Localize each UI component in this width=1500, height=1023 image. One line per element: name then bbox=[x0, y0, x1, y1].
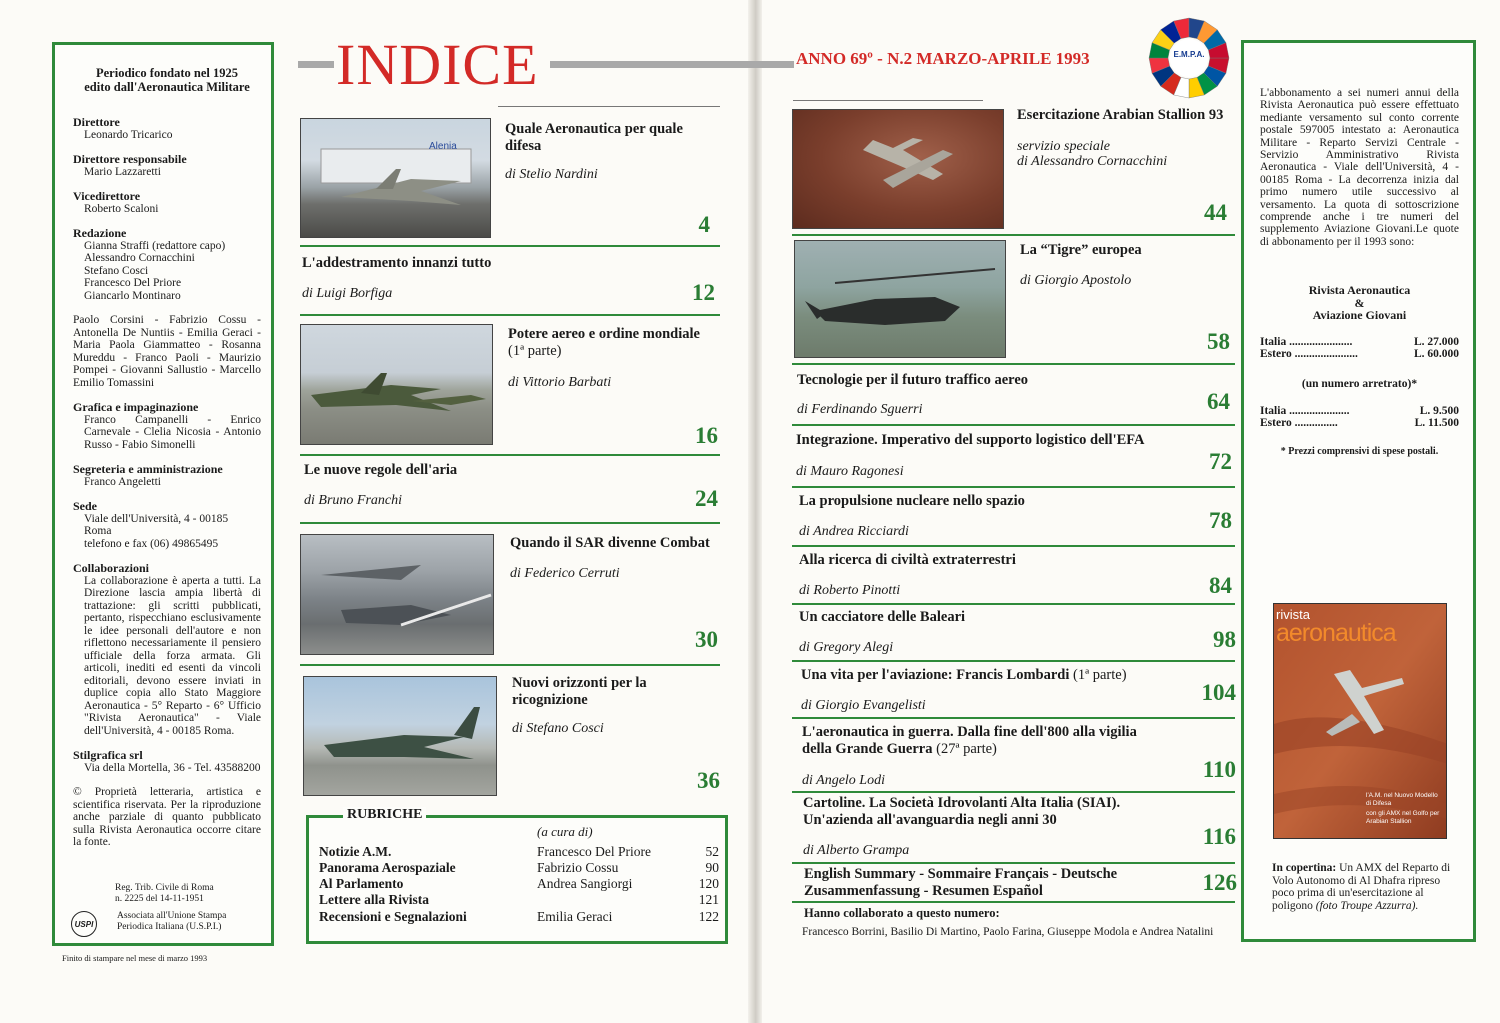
empa-logo-text: E.M.P.A. bbox=[1173, 50, 1205, 59]
cover-brand-line2: aeronautica bbox=[1276, 619, 1396, 647]
article-photo-arabian-stallion bbox=[792, 109, 1004, 229]
article-subtitle: servizio speciale bbox=[1017, 139, 1110, 154]
arretrato-price-list bbox=[1260, 405, 1459, 430]
article-page[interactable]: 126 bbox=[1202, 870, 1237, 895]
rubrica-page: 121 bbox=[698, 892, 719, 907]
article-author: di Stelio Nardini bbox=[505, 167, 598, 182]
separator-line bbox=[792, 234, 1235, 236]
article-author: di Bruno Franchi bbox=[304, 493, 402, 508]
registration-line: Reg. Trib. Civile di Roma bbox=[115, 883, 214, 893]
price-row bbox=[1260, 348, 1459, 360]
grafica-block bbox=[73, 401, 261, 451]
article-title-line: English Summary - Sommaire Français - Deutsche bbox=[804, 866, 1118, 882]
rubrica-name: Notizie A.M. bbox=[319, 844, 392, 859]
collaborators-title: Hanno collaborato a questo numero: bbox=[804, 906, 1000, 920]
article-title[interactable]: La propulsione nucleare nello spazio bbox=[799, 493, 1025, 509]
uspi-logo-text: USPI bbox=[74, 919, 94, 929]
article-photo-eurofighter bbox=[300, 118, 491, 238]
article-page[interactable]: 44 bbox=[1204, 200, 1227, 225]
article-page[interactable]: 16 bbox=[695, 423, 718, 448]
caption-credit: (foto Troupe Azzurra). bbox=[1315, 899, 1419, 912]
cover-notes bbox=[1366, 792, 1444, 825]
redazione-name: Francesco Del Priore bbox=[84, 277, 182, 289]
article-author: di Federico Cerruti bbox=[510, 566, 620, 581]
article-page[interactable]: 72 bbox=[1209, 449, 1232, 474]
article-title-line: L'aeronautica in guerra. Dalla fine dell'800 alla vigilia bbox=[802, 724, 1137, 740]
rubriche-title: RUBRICHE bbox=[343, 807, 426, 823]
direttore-block bbox=[73, 116, 261, 141]
article-part: (1ª parte) bbox=[1073, 667, 1127, 683]
sede-block bbox=[73, 500, 261, 550]
jet-icon bbox=[301, 119, 491, 238]
article-title[interactable]: Alla ricerca di civiltà extraterrestri bbox=[799, 552, 1016, 568]
price-label: Estero ............... bbox=[1260, 417, 1338, 430]
header-bar-right bbox=[550, 61, 794, 68]
copyright-text: © Proprietà letteraria, artistica e scientifica riservata. Per la riproduzione anche parziale di quanto pubblicato sulla Rivista Aeronautica occorre citare la fonte. bbox=[73, 786, 261, 848]
cover-caption bbox=[1272, 862, 1458, 912]
rubrica-name: Lettere alla Rivista bbox=[319, 892, 429, 907]
segreteria-block bbox=[73, 463, 261, 488]
article-title[interactable]: Esercitazione Arabian Stallion 93 bbox=[1017, 107, 1224, 123]
sede-label: Sede bbox=[73, 499, 97, 513]
grafica-names: Franco Campanelli - Enrico Carnevale - Clelia Nicosia - Antonio Russo - Fabio Simonelli bbox=[84, 413, 261, 451]
rubrica-page: 52 bbox=[705, 844, 719, 859]
rubrica-curator: Fabrizio Cossu bbox=[537, 860, 619, 875]
rubriche-box bbox=[306, 807, 728, 944]
separator-line bbox=[300, 314, 720, 316]
collaborazioni-block bbox=[73, 562, 261, 737]
article-page[interactable]: 12 bbox=[692, 280, 715, 305]
article-title[interactable] bbox=[804, 866, 1194, 900]
article-page[interactable]: 64 bbox=[1207, 389, 1230, 414]
registration-line: n. 2225 del 14-11-1951 bbox=[115, 894, 204, 904]
printed-note: Finito di stampare nel mese di marzo 1993 bbox=[62, 953, 208, 963]
article-author: di Vittorio Barbati bbox=[508, 375, 612, 390]
article-page[interactable]: 84 bbox=[1209, 573, 1232, 598]
price-row bbox=[1260, 405, 1459, 417]
responsabile-name: Mario Lazzaretti bbox=[84, 165, 161, 178]
separator-line bbox=[300, 522, 720, 524]
article-title[interactable] bbox=[802, 724, 1192, 758]
cover-note: l'A.M. nel Nuovo Modello di Difesa bbox=[1366, 792, 1438, 807]
segreteria-name: Franco Angeletti bbox=[84, 475, 161, 488]
article-author: di Ferdinando Sguerri bbox=[797, 402, 923, 417]
vicedirettore-label: Vicedirettore bbox=[73, 189, 141, 203]
cover-note: con gli AMX nel Golfo per Arabian Stallion bbox=[1366, 810, 1440, 825]
price-value: L. 60.000 bbox=[1413, 347, 1459, 360]
rubrica-curator: Francesco Del Priore bbox=[537, 844, 651, 859]
uspi-logo bbox=[71, 911, 97, 937]
separator-line bbox=[792, 545, 1235, 547]
rubrica-page: 90 bbox=[705, 860, 719, 875]
price-value: L. 9.500 bbox=[1419, 404, 1459, 417]
article-author: di Mauro Ragonesi bbox=[796, 464, 904, 479]
price-list bbox=[1260, 336, 1459, 361]
uspi-block bbox=[71, 911, 226, 937]
caption-text: Un AMX del Reparto di Volo Autonomo di Al Dhafra ripreso poco prima di un'esercitazione al poligono bbox=[1272, 862, 1451, 912]
article-title[interactable]: Nuovi orizzonti per la ricognizione bbox=[512, 675, 647, 708]
price-note: * Prezzi comprensivi di spese postali. bbox=[1280, 445, 1439, 457]
price-label: Italia ...................... bbox=[1260, 335, 1353, 348]
separator-line bbox=[498, 106, 720, 107]
direttore-name: Leonardo Tricarico bbox=[84, 128, 173, 141]
article-title-text: Una vita per l'aviazione: Francis Lombardi bbox=[801, 667, 1070, 683]
rubrica-page: 122 bbox=[698, 909, 719, 924]
article-photo-fighters bbox=[300, 324, 493, 445]
article-title[interactable]: L'addestramento innanzi tutto bbox=[302, 255, 492, 271]
vicedirettore-block bbox=[73, 190, 261, 215]
cover-thumbnail[interactable] bbox=[1273, 603, 1447, 839]
printer-label: Stilgrafica srl bbox=[73, 748, 143, 762]
direttore-label: Direttore bbox=[73, 115, 120, 129]
rubrica-curator: Emilia Geraci bbox=[537, 909, 613, 924]
collaborazioni-text: La collaborazione è aperta a tutti. La Direzione lascia ampia libertà di trattazione: gli scritti pubblicati, pertanto, rispecchiano esclusivamente le idee personali dell'autore e non riflettono necessariamente il pensiero ufficiale della forza armata. Gli articoli, inediti ed esenti da vincoli editoriali, devono essere inviati in duplice copia allo Stato Maggiore Aeronautica - 5° Reparto - 6° Ufficio "Rivista Aeronautica" - Viale dell'Università, 4 - 00185 Roma. bbox=[84, 574, 261, 737]
article-title[interactable]: Tecnologie per il futuro traffico aereo bbox=[797, 372, 1029, 388]
price-label: Estero ...................... bbox=[1260, 347, 1358, 360]
redazione-name: Alessandro Cornacchini bbox=[84, 252, 195, 264]
redazione-name: Gianna Straffi (redattore capo) bbox=[84, 239, 226, 252]
article-part: (1ª parte) bbox=[508, 343, 562, 359]
article-photo-sar bbox=[300, 534, 494, 655]
jet-icon bbox=[301, 325, 493, 445]
separator-line bbox=[792, 660, 1235, 662]
separator-line bbox=[792, 486, 1235, 488]
registration bbox=[115, 883, 255, 905]
jet-icon bbox=[793, 110, 1004, 229]
rubriche-cura: (a cura di) bbox=[537, 824, 593, 839]
article-title-line bbox=[802, 741, 1192, 758]
article-title[interactable]: Quando il SAR divenne Combat bbox=[510, 535, 710, 551]
article-title-line2: della Grande Guerra bbox=[802, 741, 933, 757]
article-author: di Giorgio Apostolo bbox=[1020, 273, 1132, 288]
caption-label: In copertina: bbox=[1272, 862, 1337, 874]
article-title[interactable]: Le nuove regole dell'aria bbox=[304, 462, 458, 478]
article-page[interactable]: 58 bbox=[1207, 329, 1230, 354]
cover-brand bbox=[1276, 608, 1396, 645]
separator-line bbox=[792, 603, 1235, 605]
uspi-line: Periodica Italiana (U.S.P.I.) bbox=[117, 922, 222, 932]
subscription-product-line: Aviazione Giovani bbox=[1312, 308, 1407, 323]
header-bar-left bbox=[298, 61, 334, 68]
article-page[interactable]: 104 bbox=[1201, 680, 1236, 705]
rubrica-name: Panorama Aerospaziale bbox=[319, 860, 456, 875]
article-title[interactable]: Un cacciatore delle Baleari bbox=[799, 609, 966, 625]
separator-line bbox=[792, 901, 1235, 903]
separator-line bbox=[792, 363, 1235, 365]
redazione-name: Giancarlo Montinaro bbox=[84, 289, 181, 302]
separator-line bbox=[792, 862, 1235, 864]
redazione-label: Redazione bbox=[73, 226, 127, 240]
separator-line bbox=[792, 791, 1235, 793]
rubrica-curator: Andrea Sangiorgi bbox=[537, 876, 633, 891]
masthead-heading-line1: Periodico fondato nel 1925 bbox=[95, 66, 238, 80]
printer-text: Via della Mortella, 36 - Tel. 43588200 bbox=[84, 761, 261, 774]
article-author: di Gregory Alegi bbox=[799, 640, 894, 655]
contributors-list: Paolo Corsini - Fabrizio Cossu - Antonella De Nuntiis - Emilia Geraci - Maria Paola Giammatteo - Rosanna Mureddu - Franco Paoli - Maurizio Pompei - Giovanni Sallustio - Marcello Emilio Tomassini bbox=[73, 314, 261, 389]
separator-line bbox=[300, 245, 720, 247]
uspi-text bbox=[103, 911, 226, 933]
article-author: di Luigi Borfiga bbox=[302, 286, 393, 301]
sede-line: Viale dell'Università, 4 - 00185 bbox=[84, 512, 229, 525]
article-page[interactable]: 36 bbox=[697, 768, 720, 793]
article-photo-tigre bbox=[794, 240, 1006, 358]
article-title[interactable] bbox=[801, 667, 1181, 684]
issue-info: ANNO 69º - N.2 MARZO-APRILE 1993 bbox=[796, 49, 1090, 68]
sede-line: Roma bbox=[84, 525, 112, 537]
article-title-line: Cartoline. La Società Idrovolanti Alta Italia (SIAI). bbox=[803, 795, 1121, 811]
vicedirettore-name: Roberto Scaloni bbox=[84, 202, 159, 215]
rubrica-name: Al Parlamento bbox=[319, 876, 404, 891]
article-author: di Roberto Pinotti bbox=[799, 583, 901, 598]
article-photo-tornado bbox=[303, 676, 497, 796]
article-page[interactable]: 98 bbox=[1213, 627, 1236, 652]
article-page[interactable]: 110 bbox=[1202, 757, 1236, 782]
article-author: di Alberto Grampa bbox=[803, 843, 910, 858]
article-page[interactable]: 116 bbox=[1202, 824, 1236, 849]
collaborazioni-label: Collaborazioni bbox=[73, 561, 150, 575]
article-title-line: Zusammenfassung - Resumen Español bbox=[804, 883, 1043, 899]
separator-line bbox=[792, 717, 1235, 719]
subscription-product-amp: & bbox=[1354, 295, 1365, 310]
masthead-heading bbox=[73, 67, 261, 94]
rubrica-name: Recensioni e Segnalazioni bbox=[319, 909, 467, 924]
article-author: di Stefano Cosci bbox=[512, 721, 604, 736]
redazione-name: Stefano Cosci bbox=[84, 264, 149, 277]
article-author: di Giorgio Evangelisti bbox=[801, 698, 926, 713]
masthead-box bbox=[52, 42, 274, 946]
printer-block bbox=[73, 749, 261, 774]
empa-logo bbox=[1148, 17, 1230, 99]
article-title[interactable]: Integrazione. Imperativo del supporto logistico dell'EFA bbox=[796, 432, 1145, 448]
sede-line: telefono e fax (06) 49865495 bbox=[84, 537, 219, 550]
subscription-text: L'abbonamento a sei numeri annui della Rivista Aeronautica può essere effettuato mediante versamento sul conto corrente postale 597005 intestato a: Aeronautica Militare - Reparto Servizi Centrale - Servizio Amministrativo Rivista Aeronautica - Viale dell'Università, 4 - 00185 Roma - La decorrenza inizia dal primo numero utile successivo al versamento. La quota di sottoscrizione comprende anche i tre numeri del supplemento Aviazione Giovani.Le quote di abbonamento per il 1993 sono: bbox=[1260, 87, 1459, 248]
separator-line bbox=[300, 454, 720, 456]
responsabile-label: Direttore responsabile bbox=[73, 152, 187, 166]
jet-icon bbox=[304, 677, 497, 796]
price-row bbox=[1260, 336, 1459, 348]
cover-brand-line1: rivista bbox=[1276, 607, 1310, 622]
price-value: L. 27.000 bbox=[1413, 335, 1459, 348]
collaborators-names: Francesco Borrini, Basilio Di Martino, Paolo Farina, Giuseppe Modola e Andrea Natalini bbox=[802, 926, 1214, 938]
segreteria-label: Segreteria e amministrazione bbox=[73, 462, 223, 476]
subscription-product bbox=[1260, 284, 1459, 321]
article-title[interactable] bbox=[803, 795, 1193, 829]
article-title-line: Un'azienda all'avanguardia negli anni 30 bbox=[803, 812, 1057, 828]
rubrica-page: 120 bbox=[698, 876, 719, 891]
article-title[interactable]: La “Tigre” europea bbox=[1020, 242, 1142, 258]
article-author: di Andrea Ricciardi bbox=[799, 524, 909, 539]
subscription-product-line: Rivista Aeronautica bbox=[1308, 283, 1411, 298]
article-page[interactable]: 4 bbox=[698, 212, 710, 237]
responsabile-block bbox=[73, 153, 261, 178]
separator-line bbox=[300, 664, 720, 666]
page-title: INDICE bbox=[336, 32, 539, 97]
article-title-text: Potere aereo e ordine mondiale bbox=[508, 326, 700, 342]
page-gutter bbox=[748, 0, 762, 1023]
separator-line bbox=[792, 424, 1235, 426]
article-author: di Angelo Lodi bbox=[802, 773, 885, 788]
price-value: L. 11.500 bbox=[1414, 417, 1459, 430]
arretrato-label: (un numero arretrato)* bbox=[1301, 378, 1418, 391]
helicopter-icon bbox=[301, 535, 494, 655]
price-row bbox=[1260, 417, 1459, 429]
article-page[interactable]: 24 bbox=[695, 486, 718, 511]
svg-text:Alenia: Alenia bbox=[429, 141, 457, 152]
grafica-label: Grafica e impaginazione bbox=[73, 400, 199, 414]
article-author: di Alessandro Cornacchini bbox=[1017, 154, 1168, 169]
masthead-heading-line2: edito dall'Aeronautica Militare bbox=[84, 79, 250, 94]
article-title[interactable]: Quale Aeronautica per quale difesa bbox=[505, 121, 683, 154]
helicopter-icon bbox=[795, 241, 1006, 358]
price-label: Italia ..................... bbox=[1260, 404, 1350, 417]
article-page[interactable]: 30 bbox=[695, 627, 718, 652]
article-part: (27ª parte) bbox=[936, 741, 997, 757]
article-title[interactable] bbox=[508, 326, 708, 360]
separator-line bbox=[793, 100, 983, 101]
uspi-line: Associata all'Unione Stampa bbox=[117, 911, 227, 921]
article-page[interactable]: 78 bbox=[1209, 508, 1232, 533]
redazione-block bbox=[73, 227, 261, 302]
